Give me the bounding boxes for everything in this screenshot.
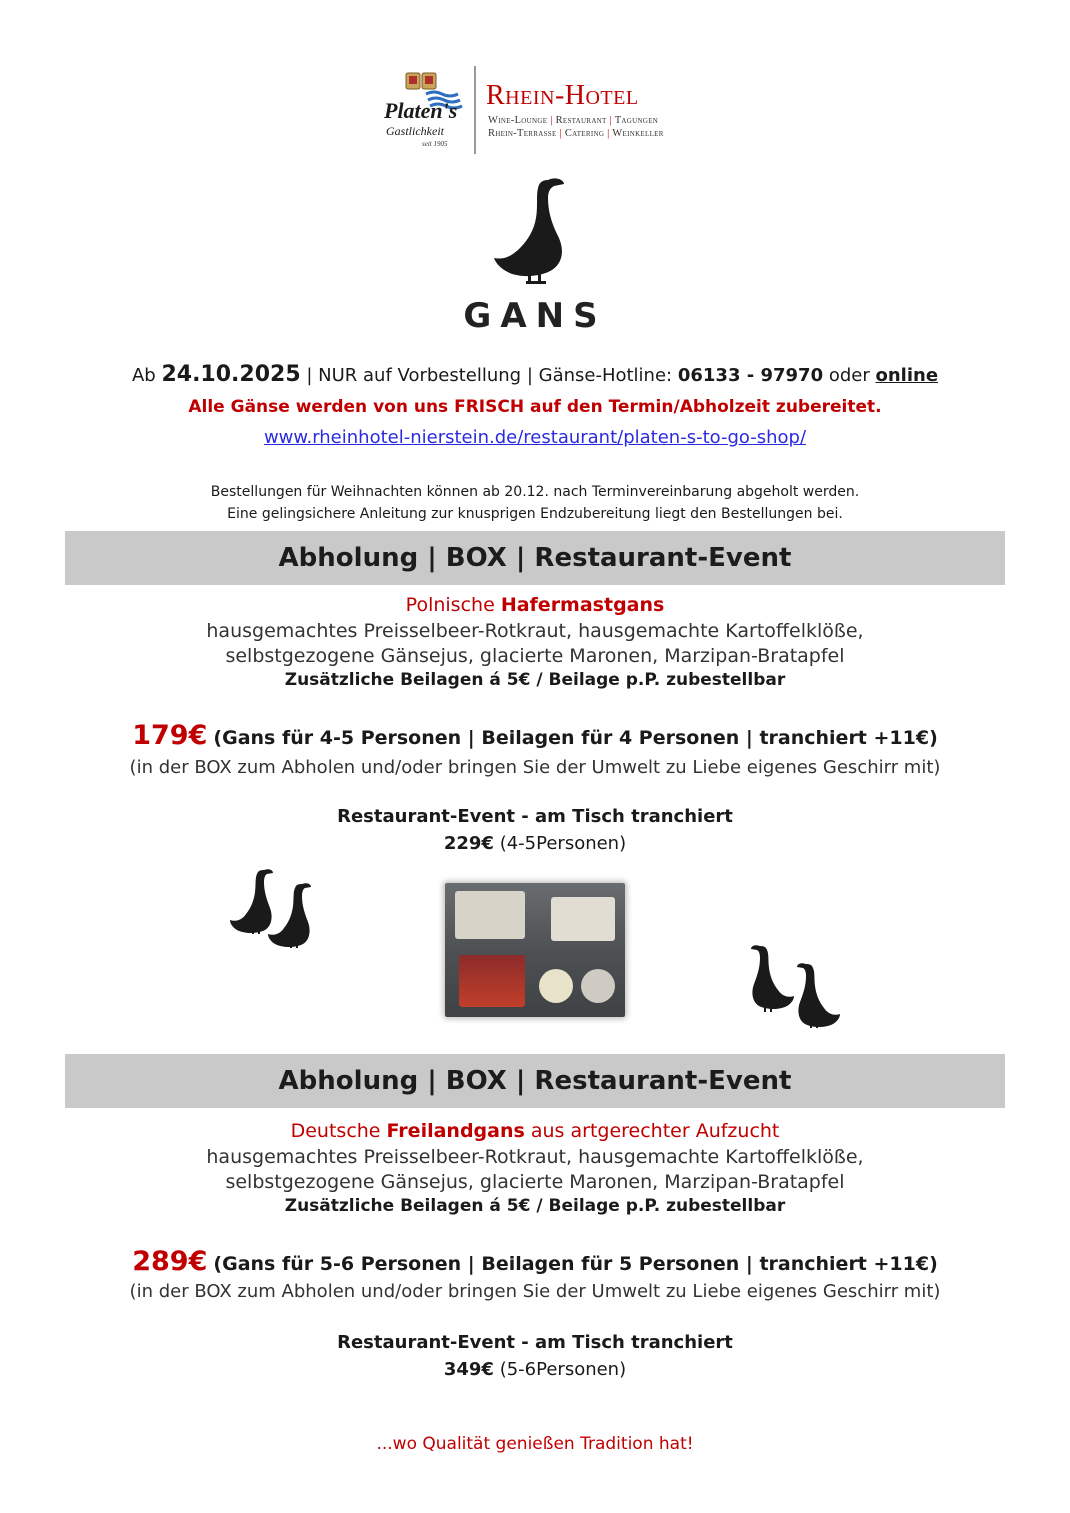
- brand-name: Platen's: [384, 98, 458, 123]
- offer-1-banner: Abholung | BOX | Restaurant-Event: [65, 531, 1005, 585]
- offer-2-event-title: Restaurant-Event - am Tisch tranchiert: [337, 1332, 733, 1353]
- offer-2-extra: Zusätzliche Beilagen á 5€ / Beilage p.P. zubestellbar: [284, 1196, 786, 1216]
- platens-logo: [382, 70, 466, 154]
- instructions-note: Eine gelingsichere Anleitung zur knusprigen Endzubereitung liegt den Bestellungen bei.: [227, 506, 843, 522]
- offer-2-sides-1: hausgemachtes Preisselbeer-Rotkraut, hausgemachte Kartoffelklöße,: [206, 1146, 864, 1168]
- hotel-subline-1: Wine-Lounge | Restaurant | Tagungen: [488, 115, 659, 126]
- offer-1-price-line: 179€ (Gans für 4-5 Personen | Beilagen für 4 Personen | tranchiert +11€): [132, 720, 938, 751]
- fresh-note: Alle Gänse werden von uns FRISCH auf den Termin/Abholzeit zubereitet.: [188, 397, 882, 417]
- info-line: Ab 24.10.2025 | NUR auf Vorbestellung | Gänse-Hotline: 06133 - 97970 oder online: [131, 362, 939, 387]
- offer-1-event-price: 229€ (4-5Personen): [443, 833, 627, 854]
- brand-since: seit 1905: [422, 140, 448, 148]
- hotel-subline-2: Rhein-Terrasse | Catering | Weinkeller: [488, 128, 664, 139]
- offer-2-box-note: (in der BOX zum Abholen und/oder bringen Sie der Umwelt zu Liebe eigenes Geschirr mit): [129, 1281, 941, 1302]
- offer-1-box-note: (in der BOX zum Abholen und/oder bringen Sie der Umwelt zu Liebe eigenes Geschirr mit): [129, 757, 941, 778]
- geese-right-icon: [740, 944, 840, 1036]
- offer-1-sides-2: selbstgezogene Gänsejus, glacierte Maronen, Marzipan-Bratapfel: [225, 645, 845, 667]
- christmas-note: Bestellungen für Weihnachten können ab 20.12. nach Terminvereinbarung abgeholt werden.: [210, 484, 860, 500]
- offer-1-sides-1: hausgemachtes Preisselbeer-Rotkraut, hausgemachte Kartoffelklöße,: [206, 620, 864, 642]
- goose-emblem-icon: [490, 176, 580, 286]
- offer-2-price-line: 289€ (Gans für 5-6 Personen | Beilagen für 5 Personen | tranchiert +11€): [132, 1246, 938, 1277]
- offer-1-title: Polnische Hafermastgans: [405, 594, 665, 616]
- hotline-phone: 06133 - 97970: [677, 365, 824, 386]
- offer-2-sides-2: selbstgezogene Gänsejus, glacierte Maronen, Marzipan-Bratapfel: [225, 1171, 845, 1193]
- geese-left-icon: [230, 866, 316, 952]
- hotel-name: Rhein-Hotel: [486, 80, 639, 111]
- offer-1-extra: Zusätzliche Beilagen á 5€ / Beilage p.P. zubestellbar: [284, 670, 786, 690]
- online-link[interactable]: online: [875, 365, 939, 386]
- shop-url-link[interactable]: www.rheinhotel-nierstein.de/restaurant/platen-s-to-go-shop/: [263, 427, 807, 448]
- offer-1-price: 179€: [132, 720, 208, 751]
- footer-slogan: ...wo Qualität genießen Tradition hat!: [376, 1434, 694, 1454]
- offer-2-price: 289€: [132, 1246, 208, 1277]
- offer-2-banner: Abholung | BOX | Restaurant-Event: [65, 1054, 1005, 1108]
- start-date: 24.10.2025: [161, 362, 301, 387]
- offer-2-title: Deutsche Freilandgans aus artgerechter Aufzucht: [290, 1120, 780, 1142]
- logo-divider: [474, 66, 476, 154]
- brand-sub: Gastlichkeit: [386, 124, 444, 138]
- page-title: GANS: [463, 296, 607, 336]
- offer-1-event-title: Restaurant-Event - am Tisch tranchiert: [337, 806, 733, 827]
- offer-2-event-price: 349€ (5-6Personen): [443, 1359, 627, 1380]
- goose-box-photo: [445, 883, 625, 1017]
